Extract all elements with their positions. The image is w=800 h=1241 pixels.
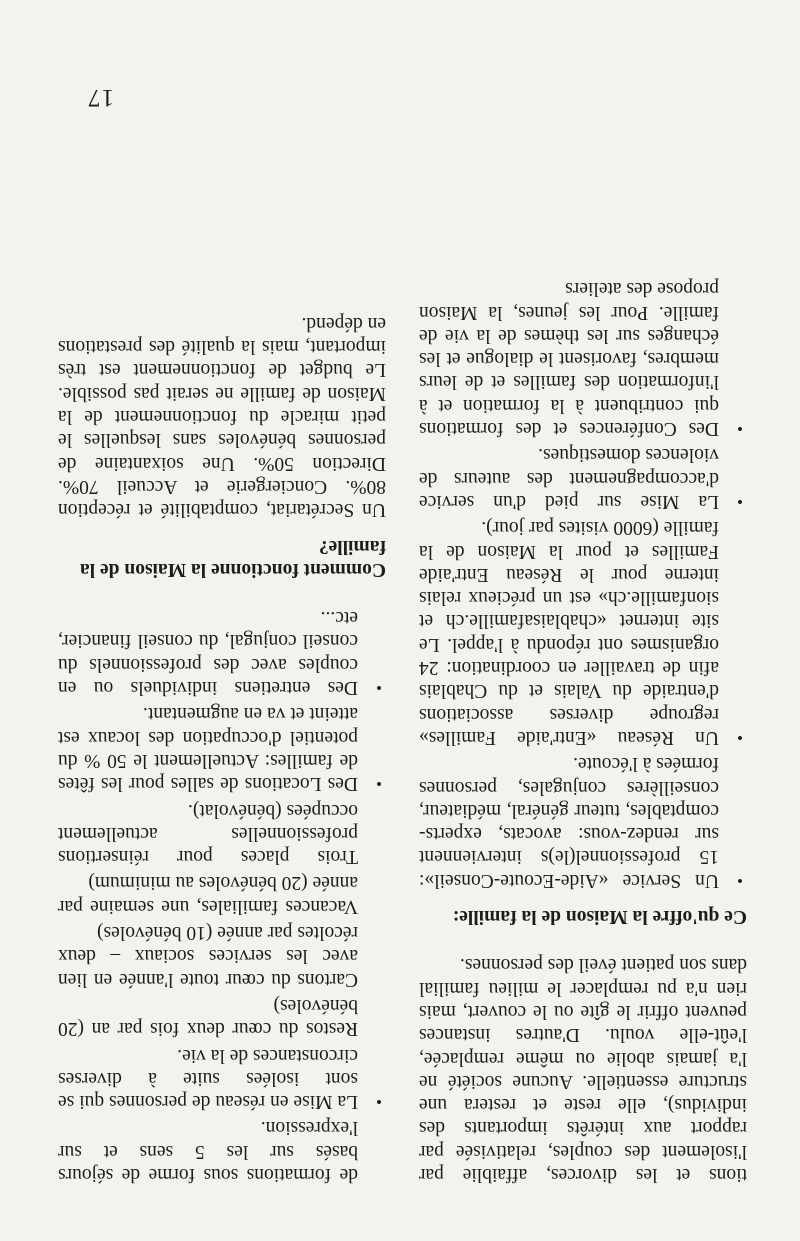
bullet-icon: • bbox=[737, 727, 743, 747]
bullet-icon: • bbox=[376, 678, 382, 698]
bullet-icon: • bbox=[376, 1092, 382, 1112]
intro-paragraph: tions et les divorces, affaiblie par l'isolement des couples, relativisée par rapport aux intérêts importants des individus), elle reste et restera une structure essentielle. Aucune société ne l'a jamais abolie ou même remplacée, l'eût-elle voulu. D'autres instances peuvent offrir le gîte ou le couvert, mais rien n'a pu remplacer le milieu familial dans son patient éveil des personnes. bbox=[419, 954, 747, 1185]
network-list bbox=[58, 1043, 386, 1113]
offer-list bbox=[419, 277, 747, 892]
bullet-icon: • bbox=[737, 870, 743, 890]
list-item-violences: • La Mise sur pied d'un service d'accompagnement des auteurs de violences domestiques. bbox=[419, 444, 743, 512]
list-item-mise-en-reseau: • La Mise en réseau de personnes qui se sont isolées suite à diverses circonstances de la vie. bbox=[58, 1044, 382, 1113]
left-column bbox=[419, 274, 747, 1186]
right-column bbox=[58, 312, 386, 1186]
list-item-entretiens: • Des entretiens individuels ou en couples avec des professionnels du conseil conjugal, du conseil financier, etc... bbox=[58, 607, 382, 699]
bullet-icon: • bbox=[737, 491, 743, 511]
list-item-reseau: • Un Réseau «Entr'aide Familles» regroupe diverses associations d'entraide du Valais et du Chablais afin de travailler en coordination: 24 organismes ont répondu à l'appel. Le site internet «chablaisafamille.ch et sionfamille.ch» est un précieux relais interne pour le Réseau Entr'aide Familles et pour la Maison de la famille (6000 visites par jour). bbox=[419, 517, 743, 748]
list-item-aide-ecoute: • Un Service «Aide-Ecoute-Conseil»: 15 professionnel(le)s interviennent sur rendez-vous: avocats, experts-comptables, tuteur général, médiateur, conseillères conjugales, personnes formées à l'écoute. bbox=[419, 753, 743, 891]
sub-item-cartons: Cartons du cœur toute l'année en lien avec les services sociaux – deux récoltes par année (10 bénévoles) bbox=[58, 922, 358, 990]
bullet-icon: • bbox=[737, 419, 743, 439]
page-number: 17 bbox=[87, 84, 114, 111]
continuation-paragraph: de formations sous forme de séjours basés sur les 5 sens et sur l'expression. bbox=[58, 1117, 358, 1185]
heading-function: Comment fonctionne la Maison de la famille? bbox=[79, 535, 386, 580]
list-item-conferences: • Des Conférences et des formations qui contribuent à la formation et à l'information des familles et de leurs membres, favorisent le dialogue et les échanges sur les thèmes de la vie de famille. Pour les jeunes, la Maison propose des ateliers bbox=[419, 278, 743, 440]
sub-item-reinsertions: Trois places pour réinsertions professionnelles actuellement occupées (bénévolat). bbox=[58, 799, 358, 868]
sub-item-restos: Restos du cœur deux fois par an (20 bénévoles) bbox=[58, 994, 358, 1040]
sub-item-vacances: Vacances familiales, une semaine par année (20 bénévoles au minimum) bbox=[58, 872, 358, 917]
services-list bbox=[58, 606, 386, 795]
closing-paragraph: Un Secrétariat, comptabilité et réception 80%. Conciergerie et Accueil 70%. Direction 50%. Une soixantaine de personnes bénévoles sans lesquelles le petit miracle du fonctionnement de la Maison de famille ne serait pas possible. Le budget de fonctionnement est très important, mais la qualité des prestations en dépend. bbox=[58, 312, 386, 521]
list-item-locations: • Des Locations de salles pour les fêtes de familles: Actuellement le 50 % du potentiel d'occupation des locaux est atteint et va en augmentant. bbox=[58, 703, 382, 795]
bullet-icon: • bbox=[376, 774, 382, 794]
heading-offer: Ce qu'offre la Maison de la famille: bbox=[452, 906, 747, 928]
